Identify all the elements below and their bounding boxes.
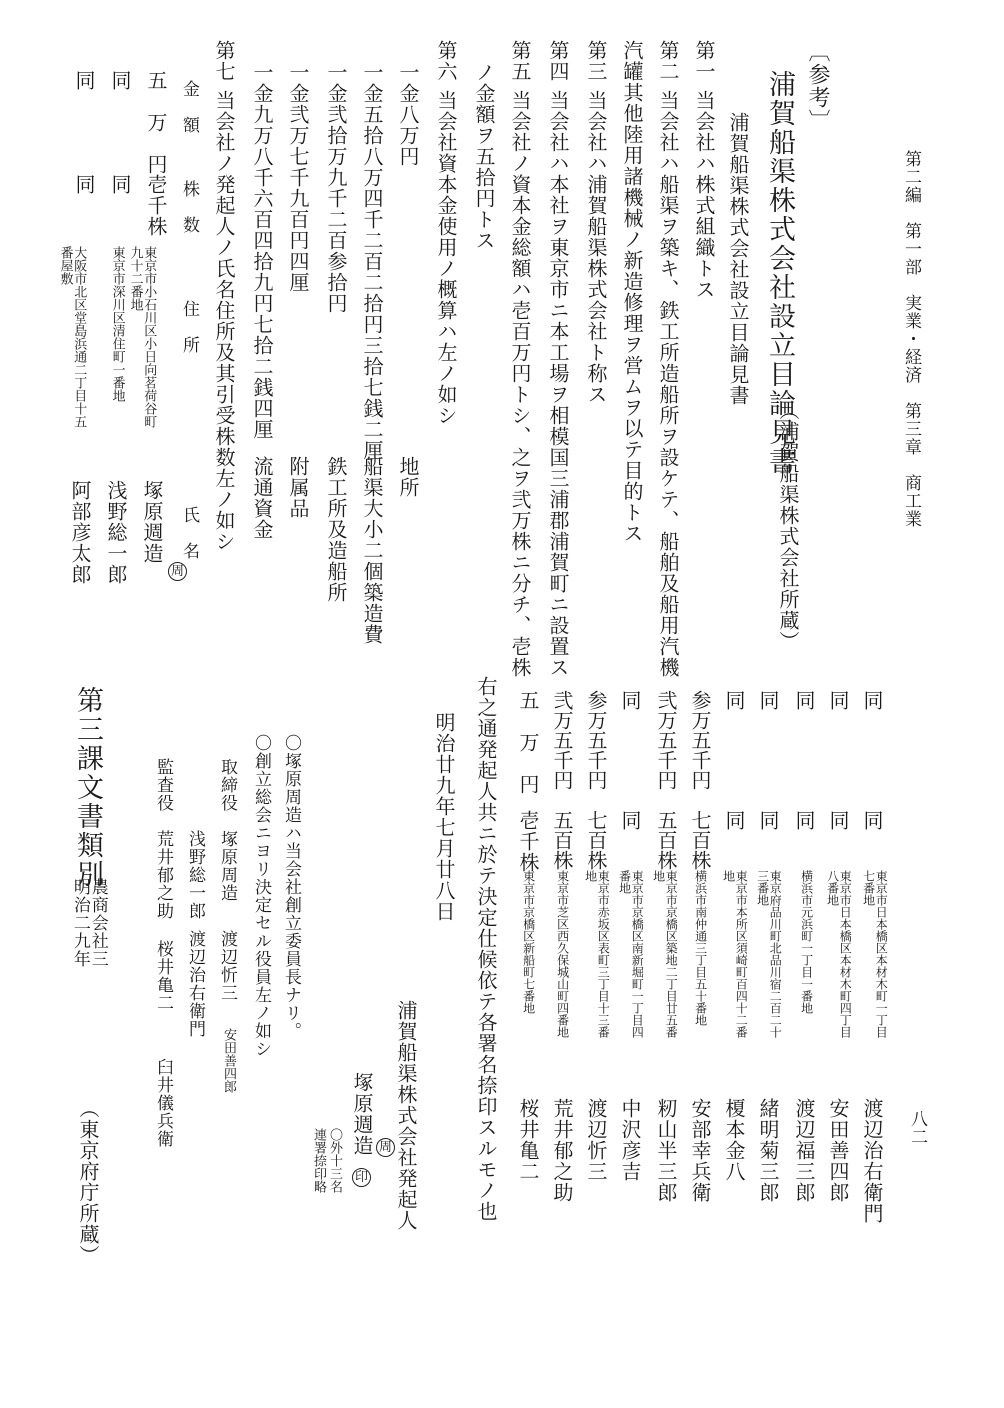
promoter-shares: 同 [792,810,816,831]
promoter-address [862,870,887,1038]
promoter-address [556,870,569,1038]
header-shares: 株 数 [179,180,199,234]
promoter-name: 中沢彦吉 [618,1098,642,1182]
address-line: 大阪市北区堂島浜通二丁目十五 [71,246,87,428]
director-name: 塚原周造 [217,830,237,902]
promoter-address [722,870,747,1038]
promoter-shares: 同 [756,810,780,831]
promoter-shares: 同 [722,810,746,831]
promoter-shares: 七百株 [584,810,608,870]
promoter-name: 榎本金八 [722,1098,746,1182]
header-amount: 金 額 [179,80,199,134]
document-2-title: 第三課文書類別 [72,686,103,889]
article-5-head: 第五 [508,40,532,82]
director-name: 渡辺忻三 [217,930,237,1002]
address-line: 東京市京橋区築地二丁目廿五番 [664,870,679,1038]
article-2-head: 第二 [656,40,680,82]
promoter-address [128,246,155,428]
article-7-text: 当会社ノ発起人ノ氏名住所及其引受株数左ノ如シ [212,90,236,552]
document-subtitle: 浦賀船渠株式会社設立目論見書 [726,112,750,406]
running-header: 第二編 第一部 実業・経済 第三章 商工業 [901,150,921,528]
promoter-amount: 参万五千円 [688,690,712,790]
address-line: 地 [651,870,666,882]
address-line: 東京市本所区須崎町百四十二番 [734,870,749,1038]
promoter-amount: 同 [756,690,780,711]
promoter-amount: 同 [72,70,96,91]
address-line: 東京市京橋区南新堀町一丁目四 [630,870,645,1038]
promoter-address [110,246,124,402]
seal-mark-text: 印 [352,1168,371,1187]
article-6-head: 第六 [434,40,458,82]
address-line: 番屋敷 [57,246,73,285]
budget-amount-5: 一金九万八千六百四拾九円七拾二銭四厘 [250,62,274,440]
promoter-amount: 同 [108,70,132,91]
article-5-text: 当会社ノ資本金総額ハ壱百万円トシ、之ヲ弐万株ニ分チ、壱株 [508,90,532,678]
promoter-address [694,870,707,1026]
director-label: 取締役 [217,758,237,812]
promoter-address [58,246,85,428]
promoter-name: 渡辺忻三 [584,1098,608,1182]
article-7-head: 第七 [212,40,236,82]
promoter-address [800,870,813,1014]
seal-mark [352,1166,371,1187]
address-line: 地 [721,870,736,882]
auditor-name: 桜井亀二 [153,940,173,1012]
address-line: 東京市日本橋区本材木町四丁目 [838,870,853,1038]
signer-honorific-mark [376,1136,395,1157]
promoter-address [826,870,851,1038]
other-promoters-note-2: 連署捺印略 [311,1128,326,1193]
honorific-mark-text: 周 [168,562,187,581]
auditor-label: 監査役 [153,758,173,812]
promoter-address [618,870,643,1038]
promoter-name: 安部幸兵衛 [688,1098,712,1203]
article-7 [214,40,234,552]
promoter-amount: 同 [618,690,642,711]
article-5 [510,40,530,678]
article-3-text: 当会社ハ浦賀船渠株式会社ト称ス [584,90,608,405]
promoter-name: 籾山半三郎 [654,1098,678,1203]
promoter-shares: 同 [72,174,96,195]
article-2 [658,40,678,678]
article-4-head: 第四 [546,40,570,82]
address-line: 地 [583,870,598,882]
article-2-continued: 汽罐其他陸用諸機械ノ新造修理ヲ営ムヲ以テ目的トス [620,40,644,544]
promoter-name-text: 塚原週造 [140,480,164,564]
article-4 [548,40,568,678]
budget-amount-4: 一金弐万七千九百円四厘 [286,62,310,293]
promoter-name: 桜井亀二 [516,1098,540,1182]
article-2-text: 当会社ハ船渠ヲ築キ、鉄工所造船所ヲ設ケテ、船舶及船用汽機 [656,90,680,678]
reference-label: 〔参考〕 [805,40,830,132]
signer-organization: 浦賀船渠株式会社発起人 [394,1000,418,1231]
auditor-name: 荒井郁之助 [153,830,173,920]
budget-amount-2: 一金五拾八万四千二百二拾円三拾七銭二厘 [360,62,384,461]
promoter-shares: 同 [860,810,884,831]
promoter-name: 阿部彦太郎 [68,480,92,585]
document-date: 明治廿九年七月廿八日 [432,712,456,922]
article-6 [436,40,456,426]
promoter-amount: 同 [860,690,884,711]
promoter-shares: 五百株 [654,810,678,870]
header-address: 住 所 [179,300,199,354]
promoter-name: 安田善四郎 [826,1098,850,1203]
promoter-amount: 弐万五千円 [550,690,574,790]
header-name: 氏 名 [179,506,199,560]
promoter-shares: 七百株 [688,810,712,870]
address-line: 九十二番地 [127,246,143,311]
promoter-address [584,870,609,1038]
document-2-year: 明治二九年 [69,878,90,968]
director-name: 浅野総一郎 [185,830,205,920]
document-title: 浦賀船渠株式会社設立目論見書 [764,70,795,476]
article-1-text: 当会社ハ株式組織トス [692,90,716,300]
promoter-amount: 同 [722,690,746,711]
budget-item-5: 流通資金 [250,456,274,540]
address-line: 東京府品川町北品川宿二百二十 [768,870,783,1038]
promoter-name: 渡辺治右衛門 [860,1098,884,1224]
article-1 [694,40,714,300]
signer-honorific-mark-text: 周 [376,1138,395,1157]
signer-name: 塚原週造 [350,1072,374,1156]
promoter-amount: 同 [826,690,850,711]
address-line: 八番地 [825,870,840,906]
budget-item-2: 船渠大小二個築造費 [360,456,384,645]
budget-amount-1: 一金八万円 [396,62,420,167]
promoter-address [756,870,781,1038]
promoter-amount: 五 万 円 [144,70,168,175]
promoter-amount: 五 万 円 [516,690,540,795]
budget-item-1: 地所 [396,456,420,498]
promoter-shares: 五百株 [550,810,574,870]
article-4-text: 当会社ハ本社ヲ東京市ニ本工場ヲ相模国三浦郡浦賀町ニ設置ス [546,90,570,678]
document-2-source: （東京府庁所蔵） [76,1098,100,1266]
promoter-shares: 壱千株 [516,810,540,873]
address-line: 東京市赤坂区表町三丁目十三番 [596,870,611,1038]
address-line: 横浜市元浜町一丁目一番地 [799,870,814,1014]
budget-amount-3: 一金弐拾万九千二百参拾円 [324,62,348,314]
article-3 [586,40,606,405]
address-line: 七番地 [861,870,876,906]
article-6-text: 当会社資本金使用ノ概算ハ左ノ如シ [434,90,458,426]
article-5-continued: ノ金額ヲ五拾円トス [472,62,496,251]
address-line: 東京市小石川区小日向茗荷谷町 [141,246,157,428]
other-promoters-note: 〇外十三名 [327,1128,342,1193]
address-line: 横浜市南仲通三丁目五十番地 [693,870,708,1026]
promoter-shares: 同 [108,174,132,195]
document-2-classification [70,878,106,968]
closing-statement: 右之通発起人共ニ於テ決定仕候依テ各署名捺印スルモノ也 [474,676,498,1222]
promoter-address [652,870,677,1038]
address-line: 三番地 [755,870,770,906]
promoter-name: 浅野総一郎 [104,480,128,585]
founder-note: 〇塚原周造ハ当会社創立委員長ナリ。 [281,734,301,1040]
address-line: 東京市芝区西久保城山町四番地 [555,870,570,1038]
promoter-amount: 弐万五千円 [654,690,678,790]
address-line: 東京市日本橋区本材木町一丁目 [874,870,889,1038]
promoter-name [142,480,162,564]
budget-item-4: 附属品 [286,456,310,519]
article-1-head: 第一 [692,40,716,82]
promoter-address [522,870,535,1014]
promoter-amount: 同 [792,690,816,711]
promoter-shares: 同 [826,810,850,831]
auditor-name: 臼井儀兵衛 [153,1058,173,1148]
promoter-shares: 同 [618,810,642,831]
promoter-name: 渡辺福三郎 [792,1098,816,1203]
document-2-category: 農商会社三 [87,878,108,968]
promoter-amount: 参万五千円 [584,690,608,790]
director-name: 安田善四郎 [221,1028,236,1093]
promoter-name: 緒明菊三郎 [756,1098,780,1203]
document-source: （浦賀船渠株式会社所蔵） [776,400,800,652]
address-line: 東京市深川区清住町一番地 [109,246,125,402]
page-number: 八二 [907,1110,927,1146]
honorific-mark [168,560,187,581]
address-line: 東京市京橋区新船町七番地 [521,870,536,1014]
article-3-head: 第三 [584,40,608,82]
budget-item-3: 鉄工所及造船所 [324,456,348,603]
promoter-name: 荒井郁之助 [550,1098,574,1203]
promoter-shares: 壱千株 [144,174,168,237]
officers-note: 〇創立総会ニヨリ決定セル役員左ノ如シ [251,734,271,1058]
director-name: 渡辺治右衛門 [185,930,205,1038]
address-line: 番地 [617,870,632,894]
